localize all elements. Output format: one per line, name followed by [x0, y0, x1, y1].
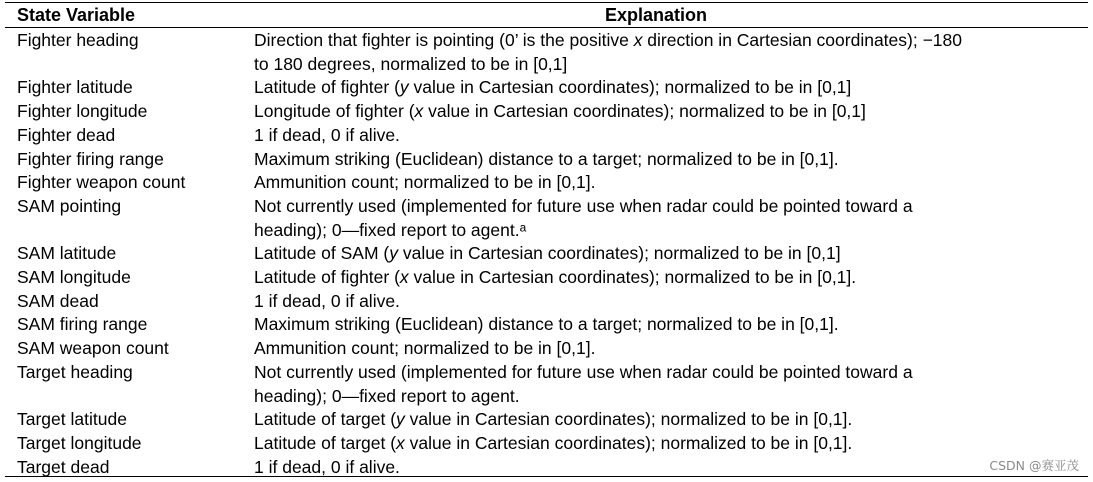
watermark: CSDN @赛亚茂 — [989, 458, 1079, 473]
state-variable-cell: Target latitude — [17, 409, 127, 430]
explanation-line: Ammunition count; normalized to be in [0,1]. — [254, 172, 596, 193]
state-variable-cell: Target heading — [17, 361, 133, 382]
table-row — [5, 361, 1088, 408]
state-variable-cell: Target longitude — [17, 432, 142, 453]
explanation-line: Maximum striking (Euclidean) distance to a target; normalized to be in [0,1]. — [254, 148, 839, 169]
state-variable-cell: Fighter firing range — [17, 148, 164, 169]
explanation-cell — [254, 361, 1092, 408]
explanation-cell — [254, 266, 1092, 290]
table-row — [5, 29, 1088, 76]
explanation-cell — [254, 195, 1092, 242]
state-variable-cell: SAM pointing — [17, 195, 122, 216]
state-variable-cell: SAM longitude — [17, 267, 131, 288]
state-variable-cell: Fighter longitude — [17, 101, 148, 122]
state-variable-cell: SAM latitude — [17, 243, 117, 264]
explanation-cell — [254, 242, 1092, 266]
state-variable-cell: Fighter heading — [17, 30, 139, 50]
table-row — [5, 76, 1088, 100]
explanation-cell — [254, 337, 1092, 361]
explanation-line: 1 if dead, 0 if alive. — [254, 456, 400, 477]
explanation-line: Latitude of SAM (y value in Cartesian coordinates); normalized to be in [0,1] — [254, 243, 841, 264]
table-row — [5, 124, 1088, 148]
explanation-line: Latitude of fighter (y value in Cartesian coordinates); normalized to be in [0,1] — [254, 77, 852, 98]
table-row — [5, 432, 1088, 456]
explanation-line: Not currently used (implemented for future use when radar could be pointed toward a — [254, 195, 913, 216]
explanation-cell — [254, 124, 1092, 148]
explanation-cell — [254, 171, 1092, 195]
explanation-line: Longitude of fighter (x value in Cartesian coordinates); normalized to be in [0,1] — [254, 101, 866, 122]
explanation-cell — [254, 432, 1092, 456]
state-variable-cell: SAM weapon count — [17, 338, 169, 359]
table-header-row — [5, 4, 1088, 27]
explanation-line: Not currently used (implemented for future use when radar could be pointed toward a — [254, 361, 913, 382]
header-state-variable: State Variable — [17, 5, 136, 25]
table-body — [5, 29, 1088, 479]
state-variable-cell: Fighter dead — [17, 124, 116, 145]
table-row — [5, 290, 1088, 314]
explanation-cell — [254, 76, 1092, 100]
table-row — [5, 100, 1088, 124]
explanation-line: Maximum striking (Euclidean) distance to a target; normalized to be in [0,1]. — [254, 314, 839, 335]
explanation-line: 1 if dead, 0 if alive. — [254, 124, 400, 145]
explanation-line: Latitude of fighter (x value in Cartesian coordinates); normalized to be in [0,1]. — [254, 267, 857, 288]
table-top-rule — [5, 2, 1088, 3]
table-row — [5, 313, 1088, 337]
explanation-line: heading); 0—fixed report to agent. — [254, 385, 520, 406]
explanation-line: Latitude of target (y value in Cartesian coordinates); normalized to be in [0,1]. — [254, 409, 853, 430]
explanation-line: heading); 0—fixed report to agent.ᵃ — [254, 219, 527, 240]
table-header-rule — [5, 27, 1088, 28]
explanation-cell — [254, 29, 1092, 76]
table-row — [5, 242, 1088, 266]
explanation-cell — [254, 100, 1092, 124]
state-variable-cell: Fighter latitude — [17, 77, 133, 98]
explanation-line: Direction that fighter is pointing (0’ is the positive x direction in Cartesian coordinates); −180 — [254, 30, 962, 50]
explanation-line: to 180 degrees, normalized to be in [0,1] — [254, 53, 568, 74]
explanation-line: Ammunition count; normalized to be in [0,1]. — [254, 338, 596, 359]
explanation-line: 1 if dead, 0 if alive. — [254, 290, 400, 311]
explanation-line: Latitude of target (x value in Cartesian coordinates); normalized to be in [0,1]. — [254, 432, 853, 453]
state-variable-cell: SAM firing range — [17, 314, 148, 335]
table-row — [5, 408, 1088, 432]
table-bottom-rule — [5, 476, 1088, 477]
header-explanation: Explanation — [605, 5, 708, 25]
table-row — [5, 337, 1088, 361]
table-row — [5, 148, 1088, 172]
explanation-cell — [254, 408, 1092, 432]
state-variable-cell: SAM dead — [17, 290, 99, 311]
table-row — [5, 266, 1088, 290]
state-variable-cell: Target dead — [17, 456, 110, 477]
table-row — [5, 171, 1088, 195]
explanation-cell — [254, 148, 1092, 172]
explanation-cell — [254, 290, 1092, 314]
table-row — [5, 195, 1088, 242]
explanation-cell — [254, 313, 1092, 337]
state-variable-cell: Fighter weapon count — [17, 172, 186, 193]
